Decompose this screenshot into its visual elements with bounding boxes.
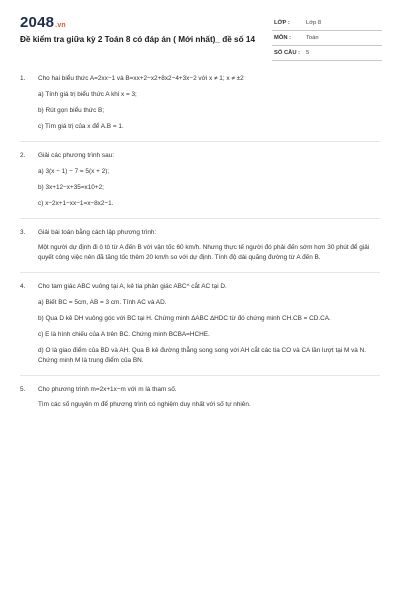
question-3 bbox=[20, 228, 380, 263]
question-number: 5. bbox=[20, 386, 26, 393]
question-number: 3. bbox=[20, 229, 26, 236]
question-text: Giải các phương trình sau: bbox=[38, 152, 114, 159]
question-number: 4. bbox=[20, 283, 26, 290]
question-text: Cho hai biểu thức A=2xx−1 và B=xx+2−x2+8x2−4+3x−2 với x ≠ 1; x ≠ ±2 bbox=[38, 75, 244, 82]
question-number: 1. bbox=[20, 75, 26, 82]
question-part: b) Qua D kẻ DH vuông góc với BC tại H. Chứng minh ∆ABC ∆HDC từ đó chứng minh CH.CB = CD.CA. bbox=[38, 315, 331, 322]
questions-list bbox=[20, 74, 380, 410]
question-part: d) O là giao điểm của BD và AH. Qua B kẻ đường thẳng song song với AH cắt các tia CO và CA lần lượt tại M và N. Chứng minh M là trung điểm của BN. bbox=[38, 347, 367, 364]
divider bbox=[20, 375, 380, 376]
question-part: Tìm các số nguyên m để phương trình có nghiệm duy nhất với số tự nhiên. bbox=[38, 401, 251, 408]
divider bbox=[20, 218, 380, 219]
meta-table bbox=[272, 17, 382, 61]
question-part: a) Tính giá trị biểu thức A khi x = 3; bbox=[38, 91, 137, 98]
question-part: c) x−2x+1−xx−1=x−8x2−1. bbox=[38, 200, 114, 207]
meta-row-count bbox=[272, 47, 382, 61]
question-2 bbox=[20, 151, 380, 209]
meta-label: SỐ CÂU : bbox=[274, 50, 301, 56]
divider bbox=[20, 272, 380, 273]
question-number: 2. bbox=[20, 152, 26, 159]
meta-value: Toán bbox=[306, 35, 319, 41]
meta-value: Lớp 8 bbox=[306, 20, 322, 26]
meta-value: 5 bbox=[306, 50, 310, 56]
document-title: Đề kiểm tra giữa kỳ 2 Toán 8 có đáp án ( Mới nhất)_ đề số 14 bbox=[20, 35, 255, 44]
question-1 bbox=[20, 74, 380, 132]
question-4 bbox=[20, 282, 380, 366]
meta-row-class bbox=[272, 17, 382, 31]
logo-suffix: .vn bbox=[55, 22, 66, 29]
question-5 bbox=[20, 385, 380, 410]
question-part: b) 3x+12−x+35=x10+2; bbox=[38, 184, 104, 191]
meta-label: MÔN : bbox=[274, 35, 292, 41]
header bbox=[20, 14, 380, 58]
meta-row-subject bbox=[272, 32, 382, 46]
question-part: b) Rút gọn biểu thức B; bbox=[38, 107, 105, 114]
site-logo[interactable] bbox=[20, 14, 66, 31]
divider bbox=[20, 141, 380, 142]
question-part: a) Biết BC = 5cm, AB = 3 cm. Tính AC và AD. bbox=[38, 299, 167, 306]
question-text: Cho tam giác ABC vuông tại A, kẻ tia phân giác ABC^ cắt AC tại D. bbox=[38, 283, 227, 290]
question-part: c) E là hình chiếu của A trên BC. Chứng minh BCBA=HCHE. bbox=[38, 331, 210, 338]
logo-text: 2048 bbox=[20, 14, 55, 31]
question-part: a) 3(x − 1) − 7 = 5(x + 2); bbox=[38, 168, 110, 175]
question-part: Một người dự định đi ô tô từ A đến B với vận tốc 60 km/h. Nhưng thực tế người đó phải đến sớm hơn 30 phút để giải quyết công việc nên đã tăng tốc thêm 20 km/h so với dự định. Tính độ dài quãng đường từ A đến B. bbox=[38, 244, 370, 261]
meta-label: LỚP : bbox=[274, 20, 290, 26]
question-text: Giải bài toán bằng cách lập phương trình: bbox=[38, 229, 157, 236]
question-part: c) Tìm giá trị của x để A.B = 1. bbox=[38, 123, 124, 130]
question-text: Cho phương trình m=2x+1x−m với m là tham số. bbox=[38, 386, 177, 393]
